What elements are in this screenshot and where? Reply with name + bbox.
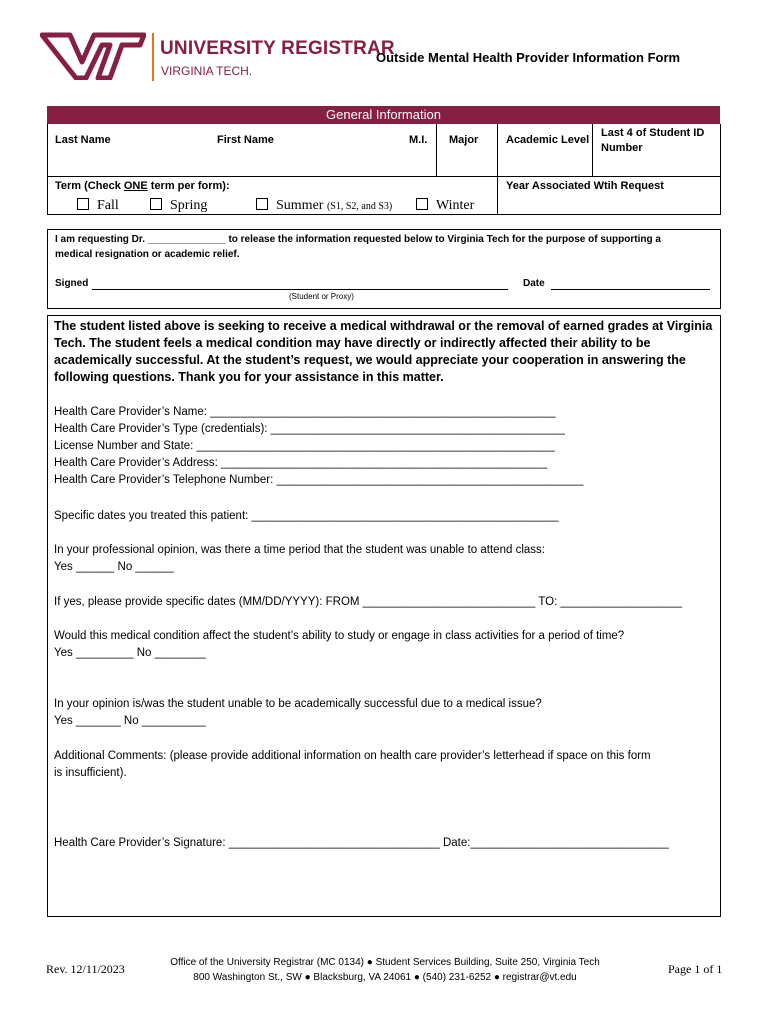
winter-checkbox[interactable] [416,198,428,210]
provider-type-field[interactable]: Health Care Provider’s Type (credentials): ______________________________________________ [54,423,565,435]
revision-date: Rev. 12/11/2023 [46,962,125,976]
license-field[interactable]: License Number and State: ________________________________________________________ [54,440,555,452]
unable-attend-yes-no[interactable]: Yes ______ No ______ [54,561,174,573]
vt-logo [40,30,146,80]
comments-prompt-1: Additional Comments: (please provide additional information on health care provider’s letterhead if space on this form [54,750,651,762]
signed-line[interactable] [92,289,508,290]
date-label: Date [523,278,545,289]
general-info-banner [47,106,720,124]
academic-level-label: Academic Level [506,134,590,146]
provider-name-field[interactable]: Health Care Provider’s Name: ______________________________________________________ [54,406,556,418]
registrar-title: UNIVERSITY REGISTRAR [160,38,395,59]
intro-line-3: academically successful. At the student’s request, we would appreciate your cooperation in answering the [54,353,686,367]
term-label: Term (Check ONE term per form): [55,180,230,192]
intro-line-2: Tech. The student feels a medical condition may have directly or indirectly affected their ability to be [54,336,651,350]
provider-address-field[interactable]: Health Care Provider’s Address: ___________________________________________________ [54,457,548,469]
provider-signature-field[interactable]: Health Care Provider’s Signature: _________________________________ Date:_______________________________ [54,837,669,849]
provider-phone-field[interactable]: Health Care Provider’s Telephone Number: ________________________________________________ [54,474,584,486]
registrar-subtitle: VIRGINIA TECH. [161,64,253,78]
specific-dates-field[interactable]: If yes, please provide specific dates (MM/DD/YYYY): FROM ___________________________ TO: ___________________ [54,596,683,608]
office-line-2: 800 Washington St., SW ● Blacksburg, VA 24061 ● (540) 231-6252 ● registrar@vt.edu [193,972,577,983]
major-label: Major [449,134,479,146]
office-line-1: Office of the University Registrar (MC 0134) ● Student Services Building, Suite 250, Virginia Tech [170,957,600,968]
last-name-label: Last Name [55,134,111,146]
form-title: Outside Mental Health Provider Information Form [376,50,681,65]
dates-treated-field[interactable]: Specific dates you treated this patient: ________________________________________________ [54,510,559,522]
logo-divider [152,33,154,81]
intro-line-4: following questions. Thank you for your assistance in this matter. [54,370,444,384]
affect-question: Would this medical condition affect the student’s ability to study or engage in class activities for a period of time? [54,630,625,642]
last4-label: Last 4 of Student ID Number [601,127,705,154]
release-date-line[interactable] [551,289,710,290]
summer-checkbox[interactable] [256,198,268,210]
term-fall[interactable]: Fall [77,198,119,214]
comments-prompt-2: is insufficient). [54,767,127,779]
fall-checkbox[interactable] [77,198,89,210]
release-text-1: I am requesting Dr. ______________ to release the information requested below to Virginia Tech for the purpose of supporting a [55,234,661,245]
office-address [150,955,620,985]
term-summer[interactable]: Summer (S1, S2, and S3) [256,198,392,214]
spring-checkbox[interactable] [150,198,162,210]
success-question: In your opinion is/was the student unable to be academically successful due to a medical issue? [54,698,542,710]
vt-logo-icon [40,30,146,80]
term-winter[interactable]: Winter [416,198,474,214]
signed-label: Signed [55,278,89,289]
year-associated-label: Year Associated Wtih Request [506,180,664,192]
page-number: Page 1 of 1 [668,962,723,976]
proxy-note: (Student or Proxy) [289,292,354,301]
mi-label: M.I. [409,134,428,146]
success-yes-no[interactable]: Yes _______ No __________ [54,715,206,727]
term-spring[interactable]: Spring [150,198,207,214]
general-info-title: General Information [326,107,441,122]
intro-line-1: The student listed above is seeking to receive a medical withdrawal or the removal of earned grades at Virginia [54,319,713,333]
release-text-2: medical resignation or academic relief. [55,249,240,260]
affect-yes-no[interactable]: Yes _________ No ________ [54,647,206,659]
unable-attend-question: In your professional opinion, was there a time period that the student was unable to attend class: [54,544,545,556]
first-name-label: First Name [217,134,274,146]
